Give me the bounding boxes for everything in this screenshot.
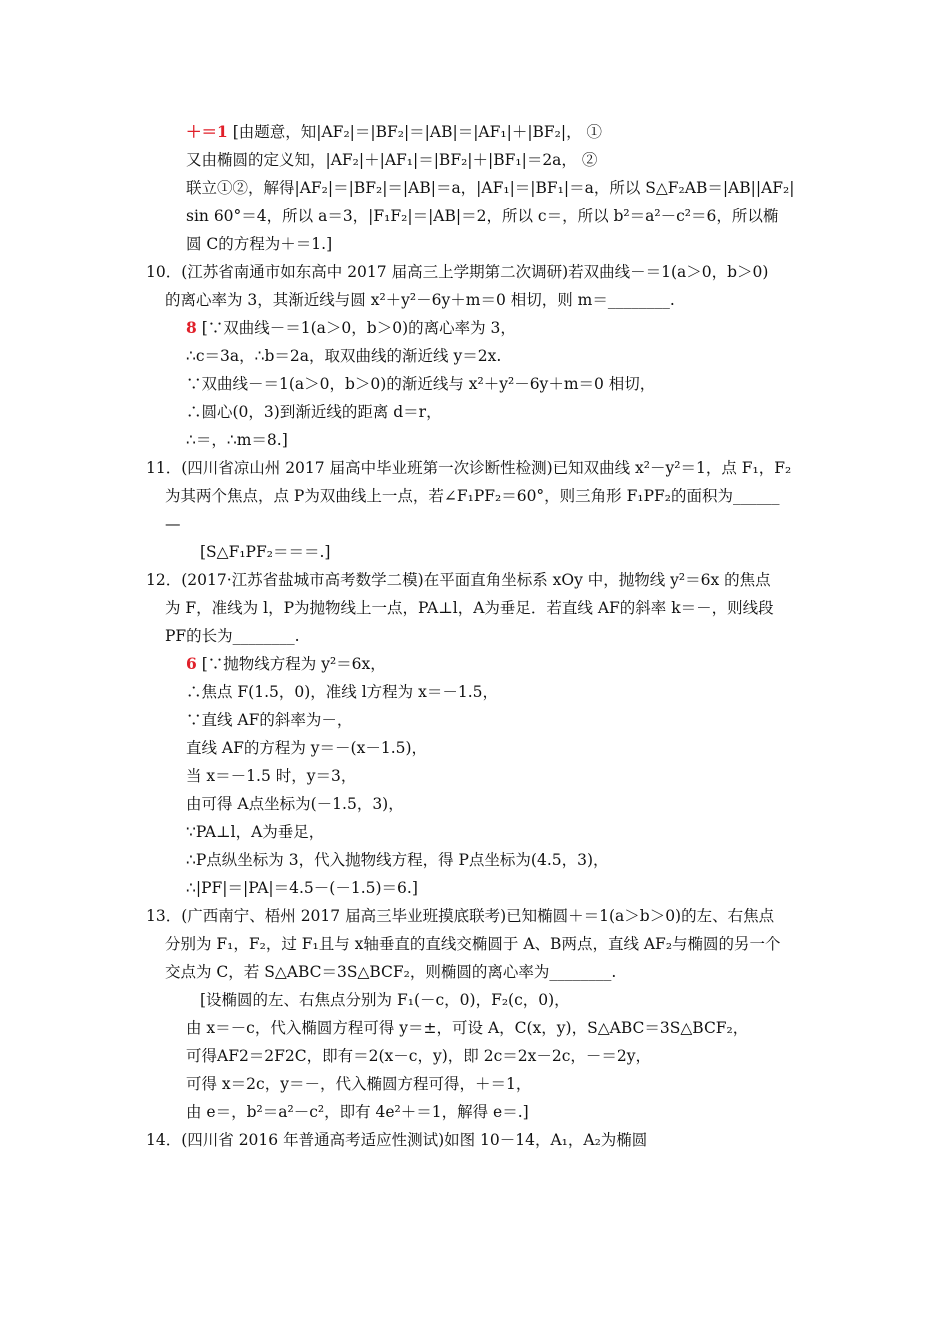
text-line: ∵双曲线－＝1(a＞0，b＞0)的渐近线与 x²＋y²－6y＋m＝0 相切， xyxy=(186,375,656,393)
question-12-line: 12．(2017·江苏省盐城市高考数学二模)在平面直角坐标系 xOy 中，抛物线 y²＝6x 的焦点 xyxy=(146,571,771,589)
text-line: 可得AF2＝2F2C，即有＝2(x－c，y)，即 2c＝2x－2c，－＝2y， xyxy=(186,1047,652,1065)
text-line: 为 F，准线为 l，P为抛物线上一点，PA⊥l，A为垂足．若直线 AF的斜率 k＝－，则线段 xyxy=(165,599,774,617)
text-line: 圆 C的方程为＋＝1.] xyxy=(186,235,333,253)
text-line: 的离心率为 3，其渐近线与圆 x²＋y²－6y＋m＝0 相切，则 m＝________. xyxy=(165,291,675,309)
line-text: [∵抛物线方程为 y²＝6x， xyxy=(196,655,386,673)
text-line: ∵直线 AF的斜率为－， xyxy=(186,711,353,729)
answer-mark: 6 xyxy=(186,654,197,673)
text-line: ∴P点纵坐标为 3，代入抛物线方程，得 P点坐标为(4.5，3)， xyxy=(186,851,609,869)
text-line: 为其两个焦点，点 P为双曲线上一点，若∠F₁PF₂＝60°，则三角形 F₁PF₂的面积为______ xyxy=(165,487,780,505)
text-line: 直线 AF的方程为 y＝－(x－1.5)， xyxy=(186,739,428,757)
text-line xyxy=(186,122,602,142)
text-line: 当 x＝－1.5 时，y＝3， xyxy=(186,767,357,785)
question-11-line: 11．(四川省凉山州 2017 届高中毕业班第一次诊断性检测)已知双曲线 x²－y²＝1，点 F₁，F₂ xyxy=(146,459,792,477)
text-line: ∴|PF|＝|PA|＝4.5－(－1.5)＝6.] xyxy=(186,879,418,897)
question-13-line: 13．(广西南宁、梧州 2017 届高三毕业班摸底联考)已知椭圆＋＝1(a＞b＞0)的左、右焦点 xyxy=(146,907,775,925)
text-line: sin 60°＝4，所以 a＝3，|F₁F₂|＝|AB|＝2，所以 c＝，所以 b²＝a²－c²＝6，所以椭 xyxy=(186,207,779,225)
question-14-line: 14．(四川省 2016 年普通高考适应性测试)如图 10－14，A₁，A₂为椭圆 xyxy=(146,1131,648,1149)
text-line xyxy=(186,318,516,338)
text-line xyxy=(186,654,386,674)
text-line: ∴c＝3a，∴b＝2a，取双曲线的渐近线 y＝2x. xyxy=(186,347,502,365)
text-line: 由 e＝，b²＝a²－c²，即有 4e²＋＝1，解得 e＝.] xyxy=(186,1103,529,1121)
question-10-line: 10．(江苏省南通市如东高中 2017 届高三上学期第二次调研)若双曲线－＝1(a＞0，b＞0) xyxy=(146,263,769,281)
text-line: ∴圆心(0，3)到渐近线的距离 d＝r， xyxy=(186,403,442,421)
text-line: 联立①②，解得|AF₂|＝|BF₂|＝|AB|＝a，|AF₁|＝|BF₁|＝a，所以 S△F₂AB＝|AB||AF₂| xyxy=(186,179,795,197)
text-line: — xyxy=(165,515,181,533)
line-text: [∵双曲线－＝1(a＞0，b＞0)的离心率为 3， xyxy=(196,319,516,337)
text-line: [S△F₁PF₂＝＝＝.] xyxy=(200,543,331,561)
line-text: [由题意，知|AF₂|＝|BF₂|＝|AB|＝|AF₁|＋|BF₂|， ① xyxy=(227,123,603,141)
text-line: 又由椭圆的定义知，|AF₂|＋|AF₁|＝|BF₂|＋|BF₁|＝2a， ② xyxy=(186,151,598,169)
text-line: 可得 x＝2c，y＝－，代入椭圆方程可得，＋＝1， xyxy=(186,1075,532,1093)
text-line: ∴＝，∴m＝8.] xyxy=(186,431,288,449)
text-line: 由 x＝－c，代入椭圆方程可得 y＝±，可设 A，C(x，y)，S△ABC＝3S△BCF₂， xyxy=(186,1019,749,1037)
answer-mark: 8 xyxy=(186,318,197,337)
text-line: 分别为 F₁，F₂，过 F₁且与 x轴垂直的直线交椭圆于 A、B两点，直线 AF₂与椭圆的另一个 xyxy=(165,935,781,953)
text-line: ∴焦点 F(1.5，0)，准线 l方程为 x＝－1.5， xyxy=(186,683,498,701)
text-line: 交点为 C，若 S△ABC＝3S△BCF₂，则椭圆的离心率为________. xyxy=(165,963,617,981)
answer-mark: ＋＝1 xyxy=(186,122,228,141)
text-line: ∵PA⊥l，A为垂足， xyxy=(186,823,325,841)
text-line: [设椭圆的左、右焦点分别为 F₁(－c，0)，F₂(c，0)， xyxy=(200,991,570,1009)
text-line: PF的长为________. xyxy=(165,627,300,645)
text-line: 由可得 A点坐标为(－1.5，3)， xyxy=(186,795,404,813)
